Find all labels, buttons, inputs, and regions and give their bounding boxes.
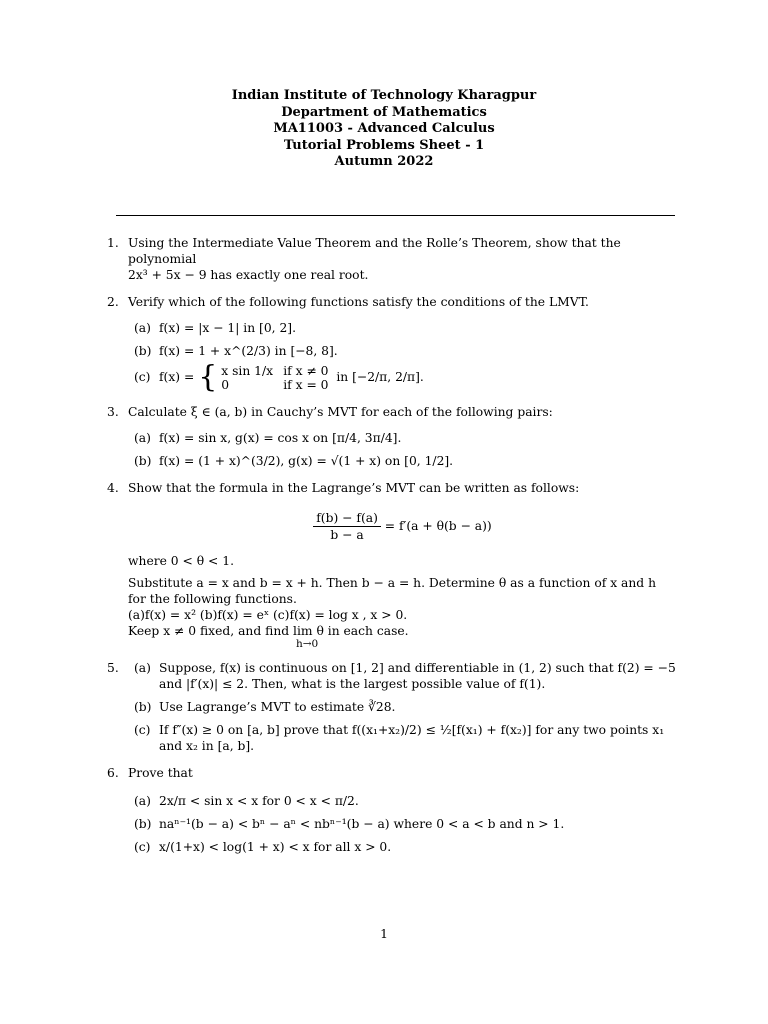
department-name: Department of Mathematics [281, 104, 487, 120]
subproblem-label: (b) [134, 344, 152, 358]
problem-intro: Calculate ξ ∈ (a, b) in Cauchy’s MVT for each of the following pairs: [128, 404, 553, 419]
problem-intro: Verify which of the following functions satisfy the conditions of the LMVT. [128, 295, 589, 309]
subproblem-text: f(x) = sin x, g(x) = cos x on [π/4, 3π/4]. [159, 430, 402, 445]
sheet-title: Tutorial Problems Sheet - 1 [283, 137, 485, 153]
limit-subscript: h→0 [296, 637, 319, 650]
subproblem-label: (b) [134, 816, 152, 831]
problem-text: for the following functions. [128, 591, 297, 606]
condition-text: where 0 < θ < 1. [128, 553, 234, 568]
subproblem-label: (a) [134, 321, 151, 335]
piecewise-interval: in [−2/π, 2/π]. [336, 370, 424, 384]
subproblem-label: (a) [134, 430, 151, 445]
subproblem-text: naⁿ⁻¹(b − a) < bⁿ − aⁿ < nbⁿ⁻¹(b − a) where 0 < a < b and n > 1. [159, 816, 565, 831]
case-expression: 0 [221, 377, 230, 392]
problem-number: 2. [107, 295, 119, 309]
subproblem [128, 320, 677, 336]
problem-text: 2x³ + 5x − 9 has exactly one real root. [128, 268, 369, 282]
problem-6 [107, 765, 677, 855]
horizontal-rule [116, 215, 675, 216]
problem-text: Keep x ≠ 0 fixed, and find lim θ in each case. [128, 623, 409, 638]
subproblem-text: and |f′(x)| ≤ 2. Then, what is the largest possible value of f(1). [159, 676, 546, 691]
problem-intro: Show that the formula in the Lagrange’s MVT can be written as follows: [128, 480, 580, 495]
subproblem [128, 816, 677, 832]
subproblem [128, 359, 677, 395]
piecewise-cases [221, 364, 328, 392]
problem-3 [107, 404, 677, 469]
subproblem-text: 2x/π < sin x < x for 0 < x < π/2. [159, 793, 359, 808]
fraction-numerator: f(b) − f(a) [313, 510, 381, 527]
subproblem-label: (b) [134, 699, 152, 714]
subproblem-text: Use Lagrange’s MVT to estimate ∛28. [159, 699, 396, 714]
subproblem [128, 722, 677, 754]
problem-list [107, 235, 677, 866]
subproblem [128, 343, 677, 359]
subproblem [128, 660, 677, 692]
problem-4 [107, 480, 677, 649]
problem-number: 3. [107, 404, 119, 419]
subproblem-label: (c) [134, 839, 151, 854]
subproblem [128, 793, 677, 809]
equation-rhs: = f′(a + θ(b − a)) [384, 518, 492, 533]
case-condition: if x = 0 [283, 377, 329, 392]
subproblem [128, 453, 677, 469]
course-title: MA11003 - Advanced Calculus [273, 121, 495, 136]
subproblem-text: and x₂ in [a, b]. [159, 738, 255, 753]
display-equation [128, 510, 677, 543]
subproblem-text: If f″(x) ≥ 0 on [a, b] prove that f((x₁+x₂)/2) ≤ ½[f(x₁) + f(x₂)] for any two points x₁ [159, 722, 665, 737]
case-expression: x sin 1/x [221, 363, 274, 378]
subproblem-label: (c) [134, 722, 151, 737]
subproblem [128, 839, 677, 855]
problem-5 [107, 660, 677, 754]
case-condition: if x ≠ 0 [283, 363, 329, 378]
problem-1 [107, 235, 677, 283]
problem-text: Using the Intermediate Value Theorem and the Rolle’s Theorem, show that the polynomial [128, 236, 621, 266]
problem-intro: Prove that [128, 765, 193, 780]
problem-2 [107, 294, 677, 393]
problem-text: (a)f(x) = x² (b)f(x) = eˣ (c)f(x) = log x , x > 0. [128, 607, 408, 622]
fraction-denominator: b − a [330, 527, 364, 542]
page-number: 1 [380, 927, 388, 941]
subproblem-text: f(x) = |x − 1| in [0, 2]. [159, 321, 297, 335]
term: Autumn 2022 [334, 154, 434, 169]
institute-name: Indian Institute of Technology Kharagpur [231, 88, 537, 103]
subproblem-text: f(x) = 1 + x^(2/3) in [−8, 8]. [159, 344, 338, 358]
piecewise-lhs: f(x) = [159, 370, 195, 384]
subproblem [128, 430, 677, 446]
fraction [313, 510, 381, 543]
subproblem-label: (b) [134, 453, 152, 468]
subproblem-label: (a) [134, 793, 151, 808]
problem-number: 6. [107, 765, 119, 780]
subproblem-text: Suppose, f(x) is continuous on [1, 2] and differentiable in (1, 2) such that f(2) = −5 [159, 660, 676, 675]
left-brace: { [198, 359, 218, 395]
subproblem-text: x/(1+x) < log(1 + x) < x for all x > 0. [159, 839, 392, 854]
subproblem-label: (c) [134, 370, 151, 384]
problem-number: 4. [107, 480, 119, 495]
subproblem-text: f(x) = (1 + x)^(3/2), g(x) = √(1 + x) on [0, 1/2]. [159, 453, 454, 468]
problem-number: 1. [107, 236, 119, 250]
problem-number: 5. [107, 660, 119, 675]
subproblem [128, 699, 677, 715]
document-header [0, 88, 768, 171]
subproblem-label: (a) [134, 660, 151, 675]
problem-text: Substitute a = x and b = x + h. Then b − a = h. Determine θ as a function of x and h [128, 575, 656, 590]
